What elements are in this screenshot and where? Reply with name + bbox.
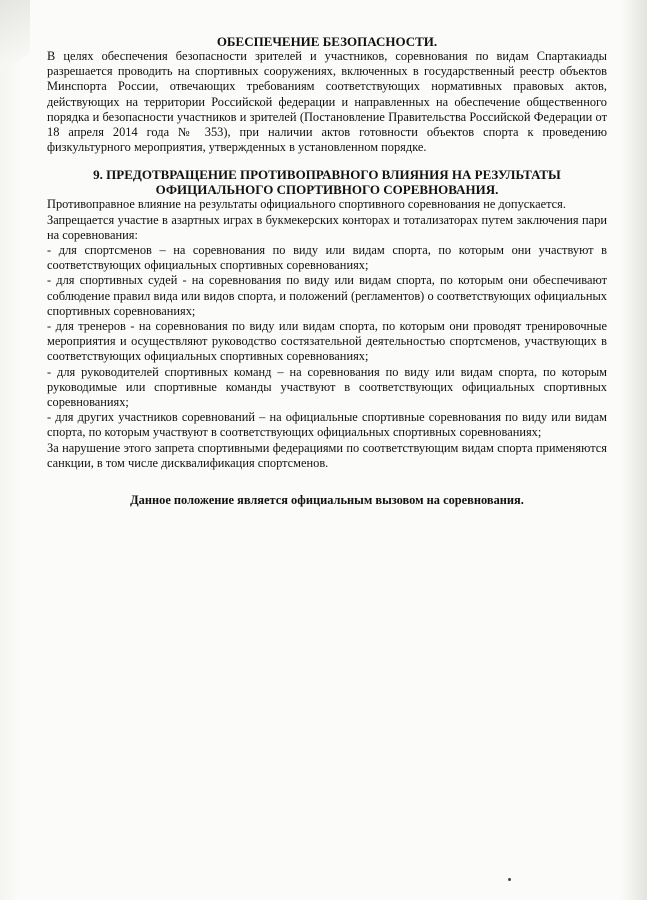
list-item: - для других участников соревнований – на официальные спортивные соревнования по виду или видам спорта, по которым участвуют в соответствующих официальных спортивных соревнованиях;	[47, 410, 607, 440]
section-9-ban: Запрещается участие в азартных играх в букмекерских конторах и тотализаторах путем заключения пари на соревнования:	[47, 212, 607, 242]
scan-speck	[508, 878, 511, 881]
list-item: - для спортсменов – на соревнования по виду или видам спорта, по которым они участвуют в соответствующих официальных спортивных соревнованиях;	[47, 243, 607, 273]
page-edge-shadow	[621, 0, 647, 900]
section-9-title-line2: ОФИЦИАЛЬНОГО СПОРТИВНОГО СОРЕВНОВАНИЯ.	[155, 182, 499, 198]
closing-statement: Данное положение является официальным вызовом на соревнования.	[130, 493, 524, 508]
list-item: - для спортивных судей - на соревнования по виду или видам спорта, по которым они обеспечивают соблюдение правил вида или видов спорта, и положений (регламентов) о соответствующих официальных спортивных соревнованиях;	[47, 273, 607, 318]
page-corner-fold	[0, 0, 30, 100]
document-body	[47, 34, 607, 508]
section-9-sanctions: За нарушение этого запрета спортивными федерациями по соответствующим видам спорта применяются санкции, в том числе дисквалификация спортсменов.	[47, 440, 607, 470]
list-item: - для тренеров - на соревнования по виду или видам спорта, по которым они проводят тренировочные мероприятия и осуществляют руководство состязательной деятельностью спортсменов, участвующих в соответствующих официальных спортивных соревнованиях;	[47, 319, 607, 364]
list-item: - для руководителей спортивных команд – на соревнования по виду или видам спорта, по которым руководимые или спортивные команды участвуют в соответствующих официальных спортивных соревнованиях;	[47, 364, 607, 410]
section-9-intro: Противоправное влияние на результаты официального спортивного соревнования не допускается.	[47, 197, 566, 212]
section-9-title-line1: 9. ПРЕДОТВРАЩЕНИЕ ПРОТИВОПРАВНОГО ВЛИЯНИЯ НА РЕЗУЛЬТАТЫ	[93, 167, 561, 183]
section-9-title	[47, 167, 607, 197]
safety-section-body: В целях обеспечения безопасности зрителей и участников, соревнования по видам Спартакиады разрешается проводить на спортивных сооружениях, включенных в государственный реестр объектов Минспорта России, отвечающих требованиям соответствующих нормативных правовых актов, действующих на территории Российской федерации и направленных на обеспечение общественного порядка и безопасности участников и зрителей (Постановление Правительства Российской Федерации от 18 апреля 2014 года № 353), при наличии актов готовности объектов спорта к проведению физкультурного мероприятия, утвержденных в установленном порядке.	[47, 49, 607, 155]
safety-section-title: ОБЕСПЕЧЕНИЕ БЕЗОПАСНОСТИ.	[216, 34, 438, 49]
